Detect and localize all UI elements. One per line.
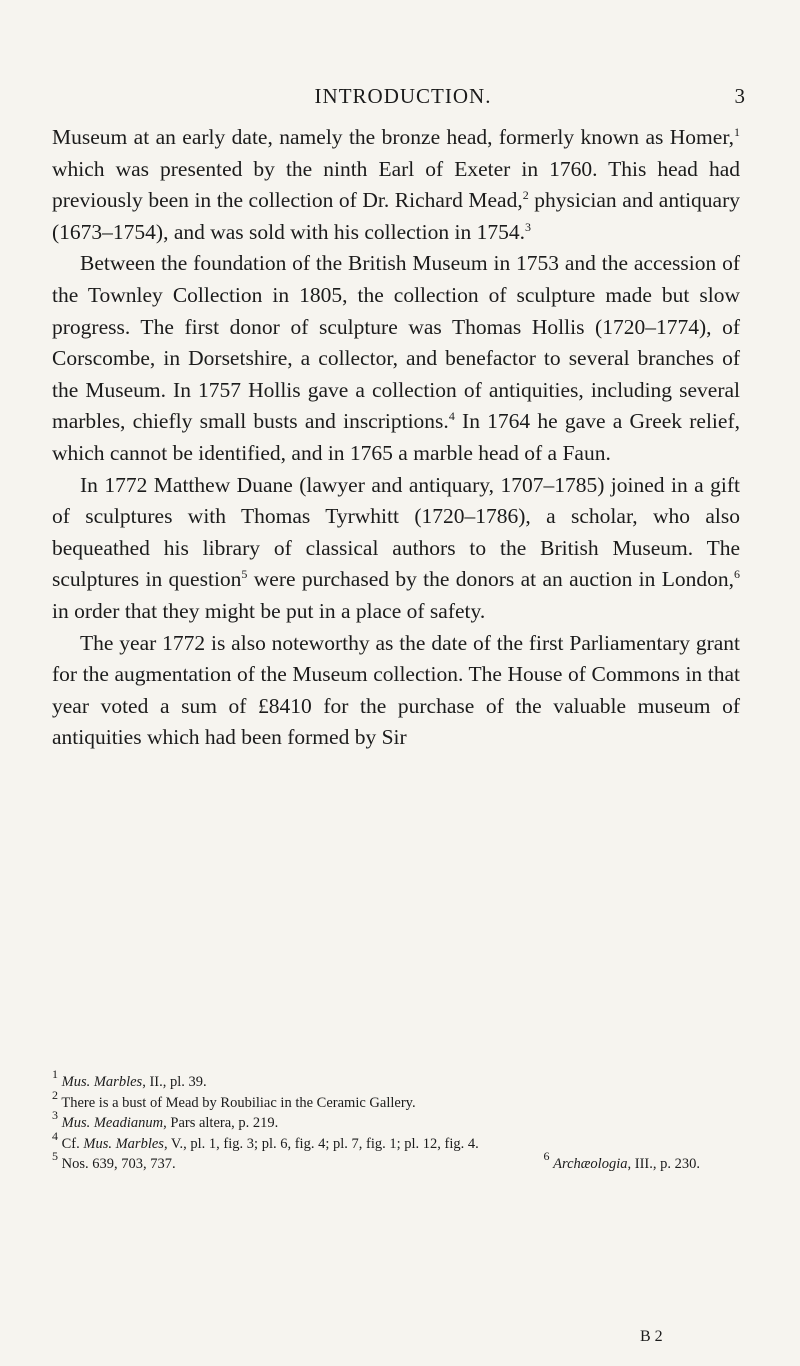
footnote-ref: 1 bbox=[734, 125, 740, 139]
footnote bbox=[52, 1149, 176, 1175]
footnote bbox=[543, 1149, 700, 1175]
footnote bbox=[52, 1087, 740, 1114]
footnote-number: 5 bbox=[52, 1149, 58, 1163]
running-head-title: INTRODUCTION. bbox=[314, 84, 492, 108]
footnote-ref: 3 bbox=[524, 219, 531, 234]
footnote-number: 4 bbox=[52, 1128, 58, 1143]
page-number: 3 bbox=[734, 84, 746, 108]
paragraph bbox=[52, 470, 740, 628]
paragraph bbox=[52, 628, 740, 754]
footnote-italic: Mus. Meadianum bbox=[61, 1115, 164, 1131]
text-run: which was presented by the ninth Earl of Exeter in 1760. This head had previously been in the collection of Dr. Richard Mead, bbox=[52, 156, 740, 213]
running-head bbox=[60, 84, 746, 109]
paragraph bbox=[52, 248, 740, 469]
footnote-number: 3 bbox=[52, 1108, 58, 1122]
footnotes bbox=[52, 1067, 740, 1175]
footnote-text: , III., p. 230. bbox=[627, 1156, 700, 1172]
text-run: Museum at an early date, namely the bronze head, formerly known as Homer, bbox=[52, 125, 734, 149]
footnote-text: , Pars altera, p. 219. bbox=[163, 1115, 279, 1131]
signature-mark: B 2 bbox=[640, 1328, 663, 1345]
text-run: were purchased by the donors at an auction in London, bbox=[247, 567, 734, 592]
text-run: Between the foundation of the British Museum in 1753 and the accession of the Townley Collection in 1805, the collection of sculpture made but slow progress. The first donor of sculpture was Thomas Hollis (1720–1774), of Corscombe, in Dorsetshire, a collector, and benefactor to several branches of the Museum. In 1757 Hollis gave a collection of antiquities, including several marbles, chiefly small busts and inscriptions. bbox=[52, 251, 740, 434]
footnote-ref: 2 bbox=[522, 188, 529, 203]
text-run: in order that they might be put in a place of safety. bbox=[52, 598, 486, 623]
footnote-ref: 4 bbox=[448, 409, 455, 424]
footnote-italic: Mus. Marbles bbox=[61, 1074, 143, 1090]
text-run: physician and antiquary (1673–1754), and was sold with his collection in 1754. bbox=[52, 188, 740, 244]
footnote-italic: Archæologia bbox=[553, 1156, 628, 1172]
footnote-number: 2 bbox=[52, 1087, 58, 1102]
footnote bbox=[52, 1067, 740, 1093]
footnote-text: , V., pl. 1, fig. 3; pl. 6, fig. 4; pl. 7, fig. 1; pl. 12, fig. 4. bbox=[163, 1135, 479, 1152]
footnote-ref: 6 bbox=[734, 567, 740, 582]
footnote-text: , II., pl. 39. bbox=[142, 1074, 207, 1090]
text-run: The year 1772 is also noteworthy as the date of the first Parliamentary grant for the augmentation of the Museum collection. The House of Commons in that year voted a sum of £8410 for the purchase of the valuable museum of antiquities which had been formed by Sir bbox=[52, 630, 740, 750]
body-text bbox=[52, 122, 740, 754]
footnote-text: Nos. 639, 703, 737. bbox=[61, 1156, 176, 1172]
footnote-ref: 5 bbox=[241, 567, 248, 582]
footnote-text: There is a bust of Mead by Roubiliac in the Ceramic Gallery. bbox=[61, 1094, 416, 1111]
text-run: In 1772 Matthew Duane (lawyer and antiquary, 1707–1785) joined in a gift of sculptures with Thomas Tyrwhitt (1720–1786), a scholar, who also bequeathed his library of classical authors to the British Museum. The sculptures in question bbox=[52, 472, 740, 592]
text-run: In 1764 he gave a Greek relief, which cannot be identified, and in 1765 a marble head of a Faun. bbox=[52, 409, 740, 465]
footnote-row bbox=[52, 1149, 740, 1175]
footnote-number: 6 bbox=[543, 1149, 550, 1163]
footnote bbox=[52, 1128, 740, 1155]
footnote-text: Cf. bbox=[61, 1135, 84, 1152]
footnote-italic: Mus. Marbles bbox=[83, 1135, 164, 1152]
footnote-number: 1 bbox=[52, 1067, 58, 1081]
footnote bbox=[52, 1108, 740, 1134]
paragraph bbox=[52, 122, 740, 248]
